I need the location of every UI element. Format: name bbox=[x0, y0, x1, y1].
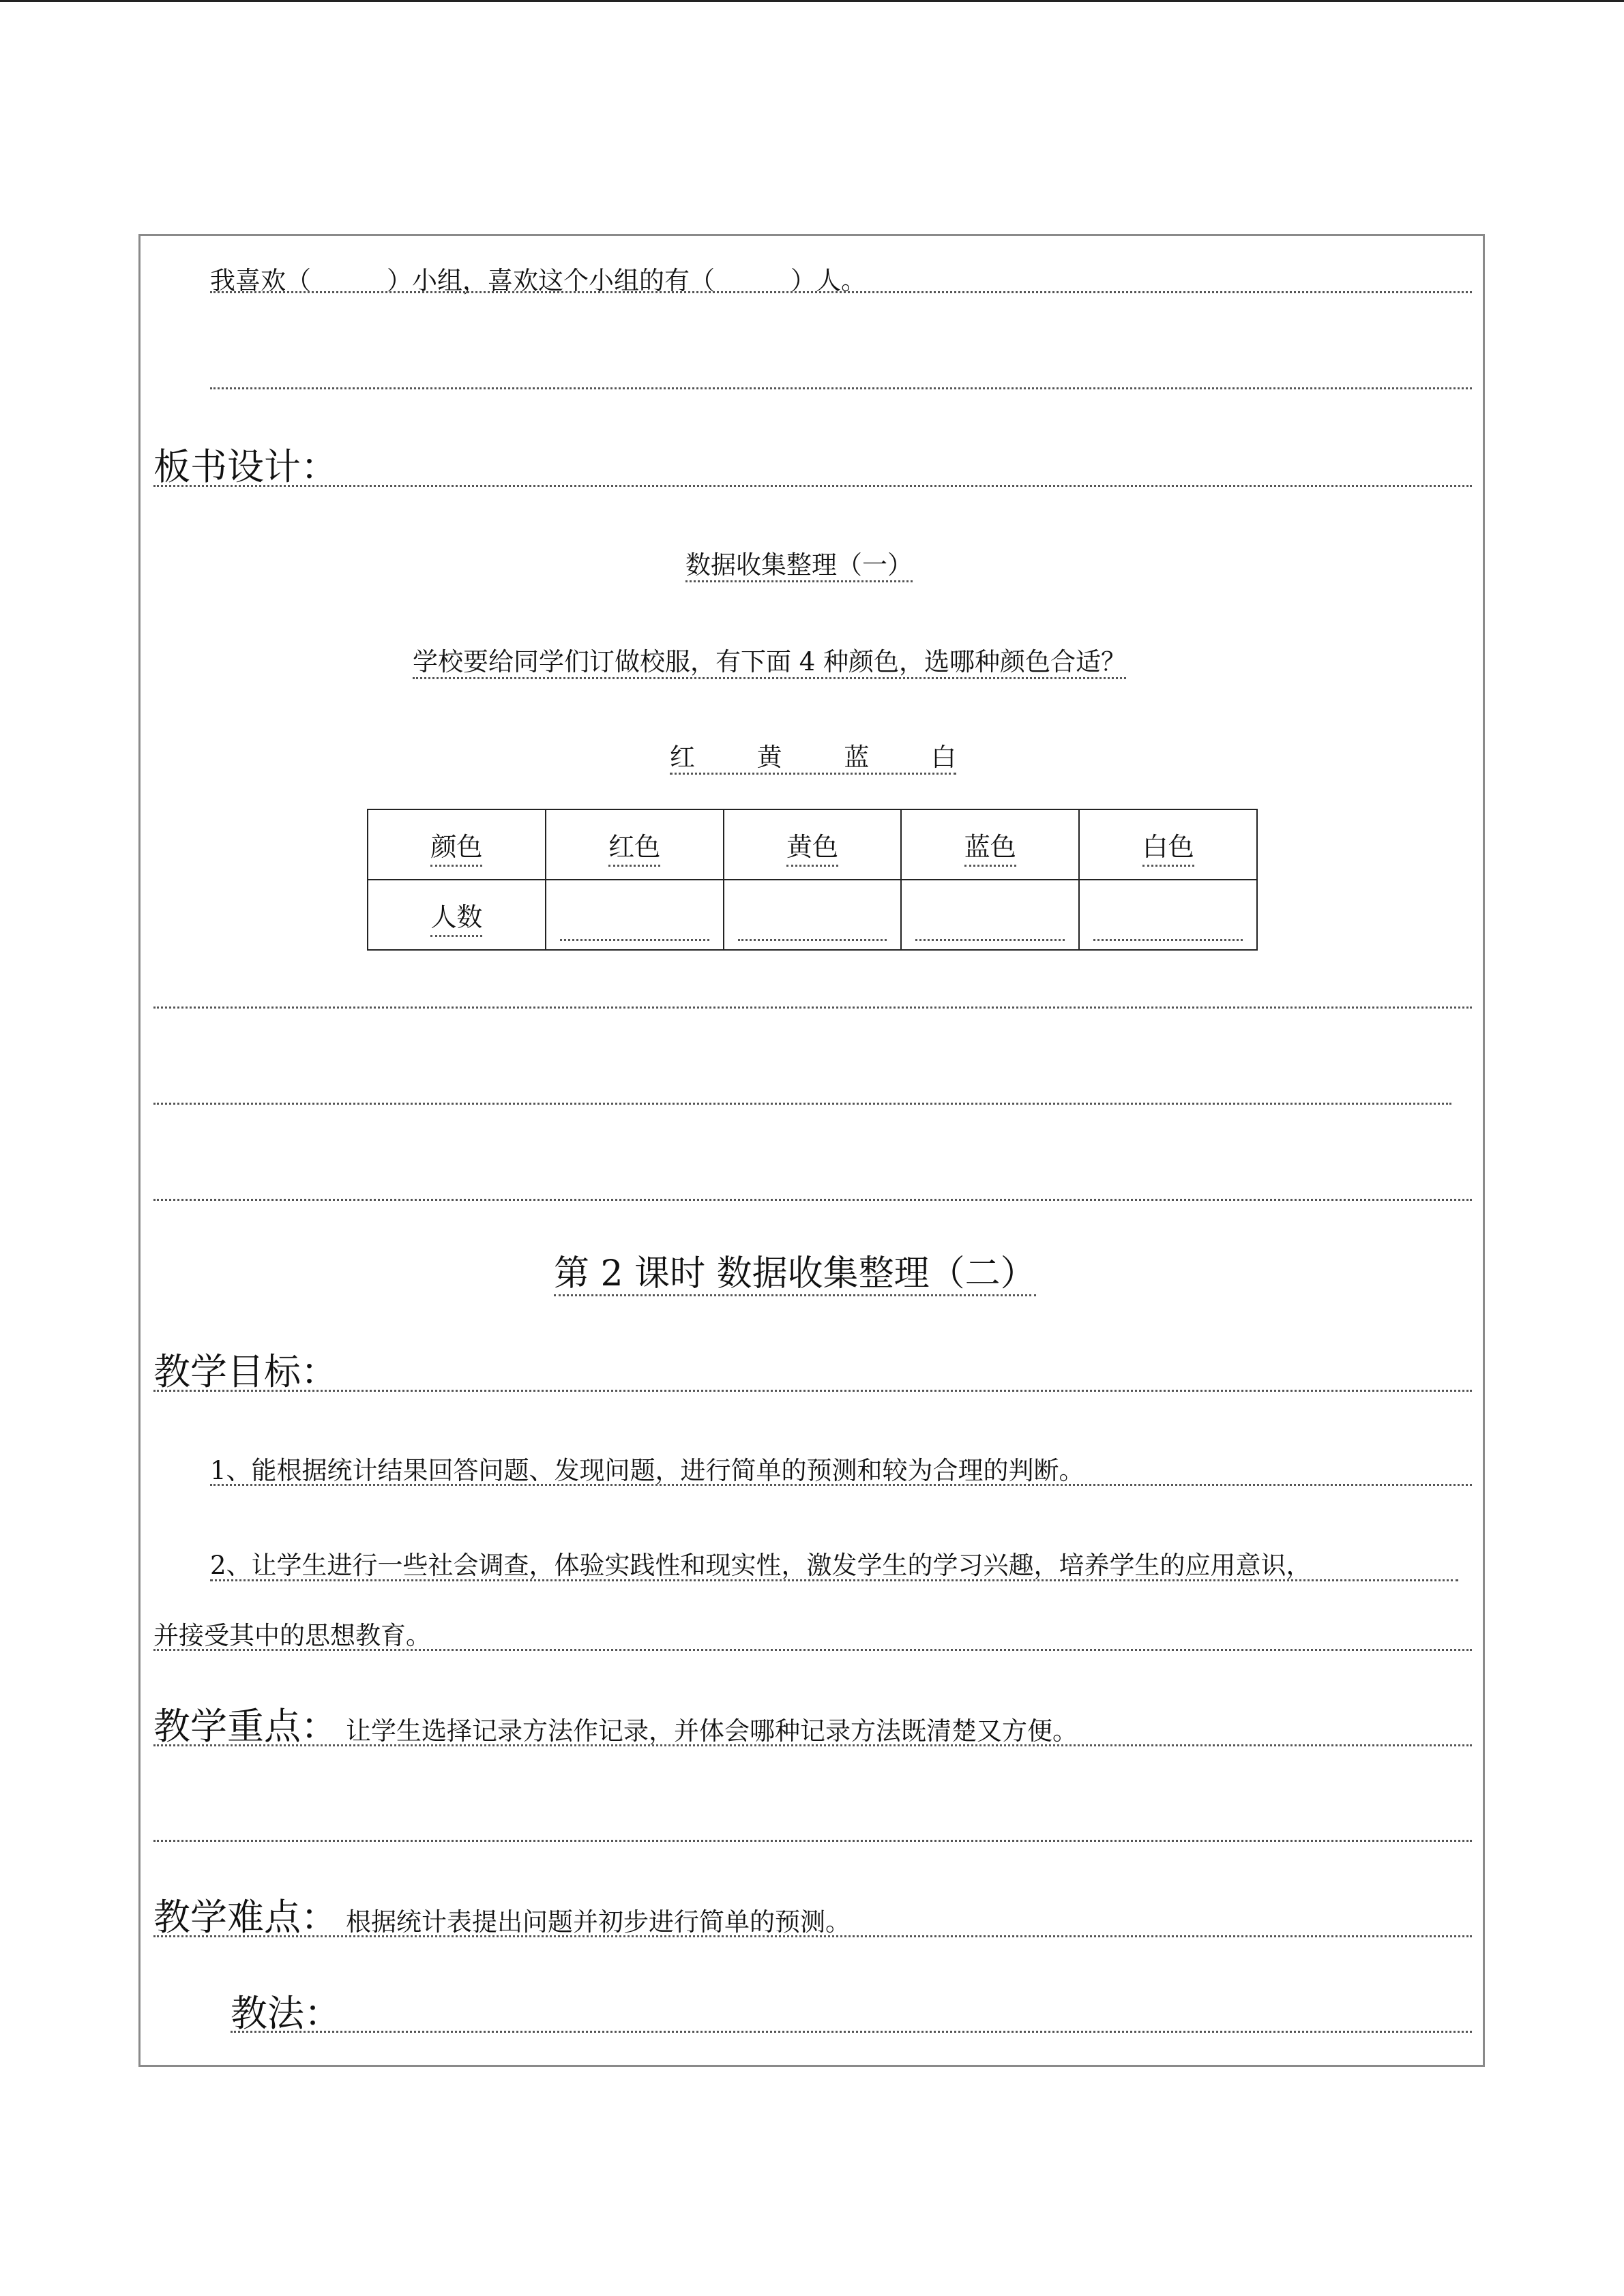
dotted-line bbox=[153, 1199, 1472, 1201]
dotted-line bbox=[210, 387, 1472, 389]
difficulty-heading: 教学难点： bbox=[153, 1896, 338, 1939]
dotted-line bbox=[210, 1484, 1472, 1486]
fill-in-sentence: 我喜欢（ ）小组，喜欢这个小组的有（ ）人。 bbox=[210, 266, 866, 295]
board-subtitle: 数据收集整理（一） bbox=[685, 552, 913, 582]
dotted-line bbox=[153, 1103, 1451, 1105]
page-top-border bbox=[0, 0, 1624, 2]
blank-count-cell bbox=[901, 880, 1079, 950]
dotted-line bbox=[153, 485, 1472, 487]
board-design-heading: 板书设计： bbox=[153, 445, 338, 488]
dotted-line bbox=[153, 1649, 1472, 1651]
key-point-heading: 教学重点： bbox=[153, 1705, 338, 1748]
color-option: 蓝 bbox=[844, 743, 870, 772]
color-vote-table bbox=[367, 809, 1258, 951]
objective-2: 2、让学生进行一些社会调查，体验实践性和现实性，激发学生的学习兴趣，培养学生的应用意识， bbox=[210, 1551, 1312, 1580]
blank-count-cell bbox=[1079, 880, 1257, 950]
difficulty-text: 根据统计表提出问题并初步进行简单的预测。 bbox=[346, 1907, 851, 1937]
table-cell: 颜色 bbox=[368, 809, 546, 880]
color-option: 白 bbox=[930, 743, 956, 772]
lesson-plan-frame bbox=[138, 234, 1485, 2067]
board-question: 学校要给同学们订做校服，有下面 4 种颜色，选哪种颜色合适？ bbox=[413, 649, 1126, 679]
dotted-line bbox=[153, 1390, 1472, 1392]
table-row bbox=[368, 880, 1257, 950]
key-point-text: 让学生选择记录方法作记录，并体会哪种记录方法既清楚又方便。 bbox=[346, 1716, 1078, 1746]
table-header-row bbox=[368, 809, 1257, 880]
dotted-line bbox=[153, 1935, 1472, 1937]
table-cell: 黄色 bbox=[724, 809, 902, 880]
color-option: 黄 bbox=[756, 743, 782, 772]
teaching-method-heading: 教法： bbox=[231, 1992, 341, 2035]
objective-2-continued: 并接受其中的思想教育。 bbox=[153, 1621, 431, 1650]
color-options bbox=[670, 745, 956, 775]
lesson2-title: 第 2 课时 数据收集整理（二） bbox=[554, 1256, 1036, 1296]
dotted-line bbox=[153, 1744, 1472, 1746]
table-cell: 人数 bbox=[368, 880, 546, 950]
table-cell: 蓝色 bbox=[901, 809, 1079, 880]
table-cell: 白色 bbox=[1079, 809, 1257, 880]
dotted-line bbox=[153, 1007, 1472, 1009]
blank-count-cell bbox=[724, 880, 902, 950]
blank-count-cell bbox=[546, 880, 724, 950]
dotted-line bbox=[210, 291, 1472, 293]
objectives-heading: 教学目标： bbox=[153, 1350, 338, 1393]
objective-1: 1、能根据统计结果回答问题、发现问题，进行简单的预测和较为合理的判断。 bbox=[210, 1456, 1084, 1485]
table-cell: 红色 bbox=[546, 809, 724, 880]
dotted-line bbox=[231, 2031, 1472, 2033]
dotted-line bbox=[210, 1579, 1458, 1581]
dotted-line bbox=[153, 1840, 1472, 1842]
color-option: 红 bbox=[670, 743, 695, 772]
